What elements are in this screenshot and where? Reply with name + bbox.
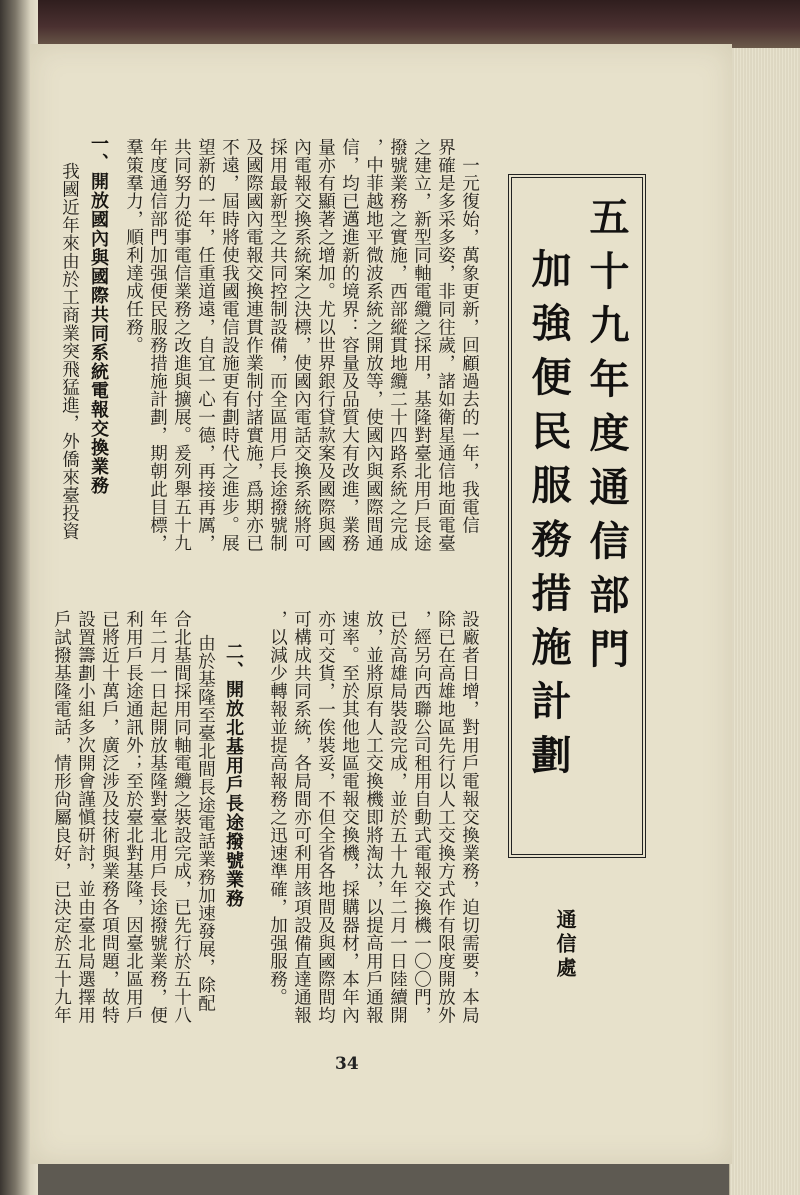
intro-col-5: ，中菲越地平微波系統之開放等，使國內與國際間通 [363,138,384,552]
intro-col-12: 望新的一年，任重道遠，自宜一心一德，再接再厲， [195,138,216,552]
section1-cont-col-3: ，經另向西聯公司租用自動式電報交換機一〇〇門， [411,610,432,1024]
title-box [508,174,646,858]
intro-col-3: 之建立，新型同軸電纜之採用，基隆對臺北用戶長途 [411,138,432,552]
title-line-2: 加強便民服務措施計劃 [525,248,572,788]
intro-col-2: 界確是多采多姿，非同往歲，諸如衛星通信地面電臺 [435,138,456,552]
section2-col-1: 由於基隆至臺北間長途電話業務加速發展，除配 [195,634,216,1012]
intro-col-13: 共同努力從事電信業務之改進與擴展。爰列舉五十九 [171,138,192,552]
intro-col-7: 量亦有顯著之增加。尤以世界銀行貸款案及國際與國 [315,138,336,552]
intro-col-10: 及國際國內電報交換連貫作業制付諸實施，爲期亦已 [243,138,264,552]
intro-col-9: 採用最新型之共同控制設備，而全區用戶長途撥號制 [267,138,288,552]
section2-col-2: 合北基間採用同軸電纜之裝設完成，已先行於五十八 [171,610,192,1024]
section1-cont-col-1: 設廠者日增，對用戶電報交換業務，迫切需要，本局 [459,610,480,1024]
section1-col-1: 我國近年來由於工商業突飛猛進，外僑來臺投資 [59,162,80,540]
section1-cont-col-5: 放，並將原有人工交換機即將淘汰，以提高用戶通報 [363,610,384,1024]
section1-cont-col-7: 亦可交貨，一俟裝妥，不但全省各地間及與國際間均 [315,610,336,1024]
intro-col-6: 信，均已邁進新的境界：容量及品質大有改進，業務 [339,138,360,552]
intro-col-14: 年度通信部門加强便民服務措施計劃，期朝此目標， [147,138,168,552]
section1-heading: 一、開放國內與國際共同系統電報交換業務 [88,134,109,495]
page-number: 34 [335,1054,359,1074]
book-top-edge [0,0,800,48]
section1-cont-col-9: ，以減少轉報並提高報務之迅速準確，加强服務。 [267,610,288,1006]
section1-cont-col-2: 除已在高雄地區先行以人工交換方式作有限度開放外 [435,610,456,1024]
section2-col-4: 利用戶長途通訊外；至於臺北對基隆，因臺北區用戶 [123,610,144,1024]
page-stack-edge [729,48,800,1195]
section2-col-7: 戶試撥基隆電話，情形尙屬良好，已決定於五十九年 [51,610,72,1024]
intro-col-8: 內電報交換系統案之決標，使國內電話交換系統將可 [291,138,312,552]
title-line-1: 五十九年度通信部門 [583,196,630,682]
intro-col-15: 羣策羣力，順利達成任務。 [123,138,144,354]
section1-cont-col-4: 已於高雄局裝設完成，並於五十九年二月一日陸續開 [387,610,408,1024]
intro-col-11: 不遠，屆時將使我國電信設施更有劃時代之進步。展 [219,138,240,552]
intro-col-4: 撥號業務之實施，西部縱貫地纜二十四路系統之完成 [387,138,408,552]
section2-col-3: 年二月一日起開放基隆對臺北用戶長途撥號業務，便 [147,610,168,1024]
department-label: 通信處 [553,909,577,981]
section2-col-6: 設置籌劃小組多次開會謹愼研討，並由臺北局選擇用 [75,610,96,1024]
intro-col-1: 一元復始，萬象更新，回顧過去的一年，我電信 [459,156,480,534]
document-page [30,44,732,1164]
section2-heading: 二、開放北基用戶長途撥號業務 [223,642,244,908]
section1-cont-col-8: 可構成共同系統，各局間亦可利用該項設備直達通報 [291,610,312,1024]
section2-col-5: 已將近十萬戶，廣泛涉及技術與業務各項問題，故特 [99,610,120,1024]
section1-cont-col-6: 速率。至於其他地區電報交換機，採購器材，本年內 [339,610,360,1024]
